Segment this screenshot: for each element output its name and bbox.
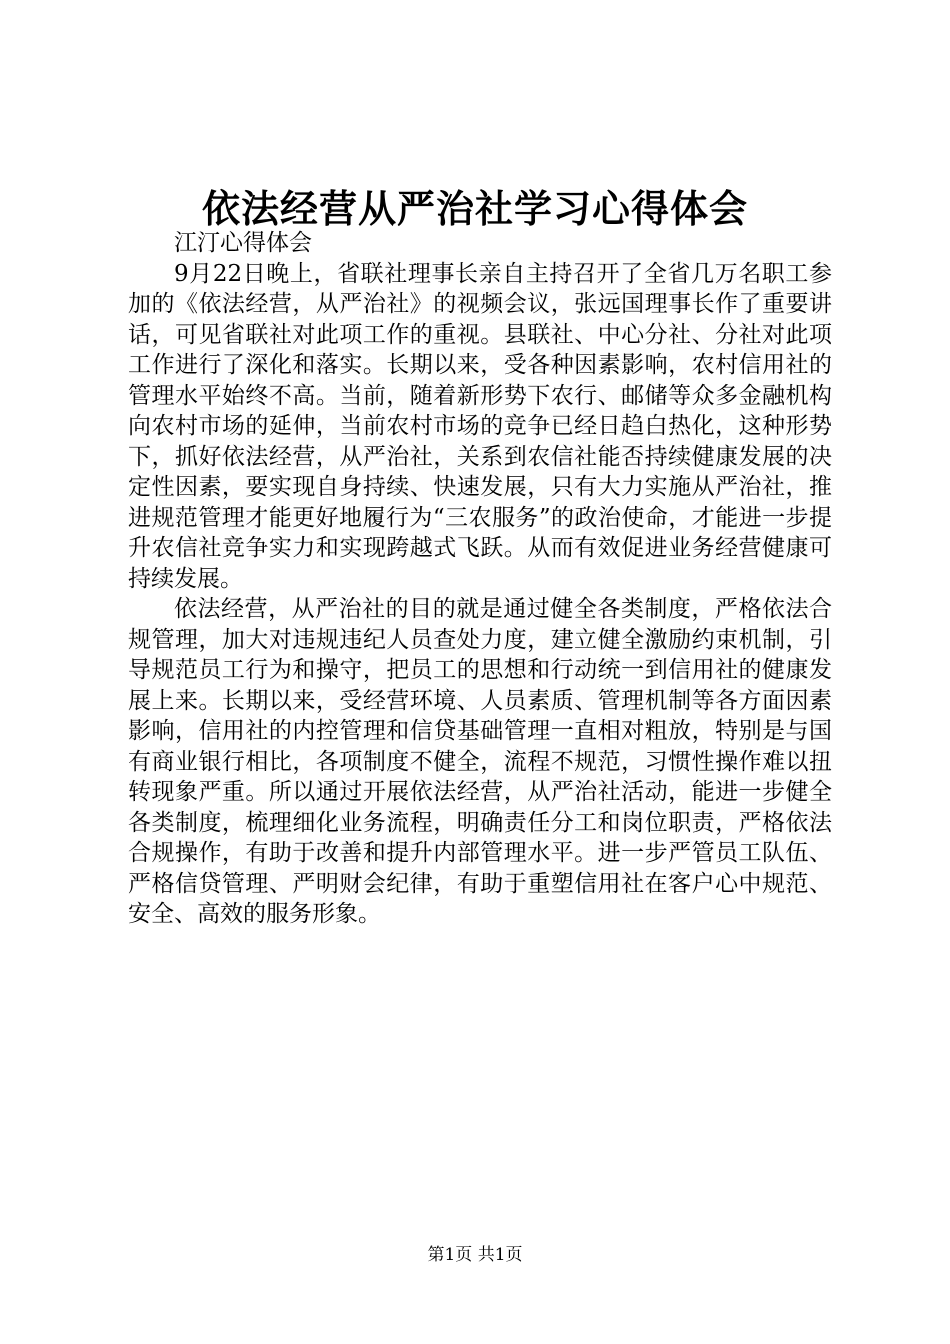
document-body	[128, 228, 832, 930]
paragraph: 9月22日晚上，省联社理事长亲自主持召开了全省几万名职工参加的《依法经营，从严治社》的视频会议，张远国理事长作了重要讲话，可见省联社对此项工作的重视。县联社、中心分社、分社对此项工作进行了深化和落实。长期以来，受各种因素影响，农村信用社的管理水平始终不高。当前，随着新形势下农行、邮储等众多金融机构向农村市场的延伸，当前农村市场的竞争已经日趋白热化，这种形势下，抓好依法经营，从严治社，关系到农信社能否持续健康发展的决定性因素，要实现自身持续、快速发展，只有大力实施从严治社，推进规范管理才能更好地履行为“三农服务”的政治使命，才能进一步提升农信社竞争实力和实现跨越式飞跃。从而有效促进业务经营健康可持续发展。	[128, 260, 832, 592]
document-subtitle: 江汀心得体会	[174, 230, 312, 256]
page-footer: 第1页 共1页	[427, 1245, 523, 1265]
paragraph: 依法经营，从严治社的目的就是通过健全各类制度，严格依法合规管理，加大对违规违纪人员查处力度，建立健全激励约束机制，引导规范员工行为和操守，把员工的思想和行动统一到信用社的健康发展上来。长期以来，受经营环境、人员素质、管理机制等各方面因素影响，信用社的内控管理和信贷基础管理一直相对粗放，特别是与国有商业银行相比，各项制度不健全，流程不规范，习惯性操作难以扭转现象严重。所以通过开展依法经营，从严治社活动，能进一步健全各类制度，梳理细化业务流程，明确责任分工和岗位职责，严格依法合规操作，有助于改善和提升内部管理水平。进一步严管员工队伍、严格信贷管理、严明财会纪律，有助于重塑信用社在客户心中规范、安全、高效的服务形象。	[128, 596, 832, 927]
document-title: 依法经营从严治社学习心得体会	[201, 186, 748, 231]
